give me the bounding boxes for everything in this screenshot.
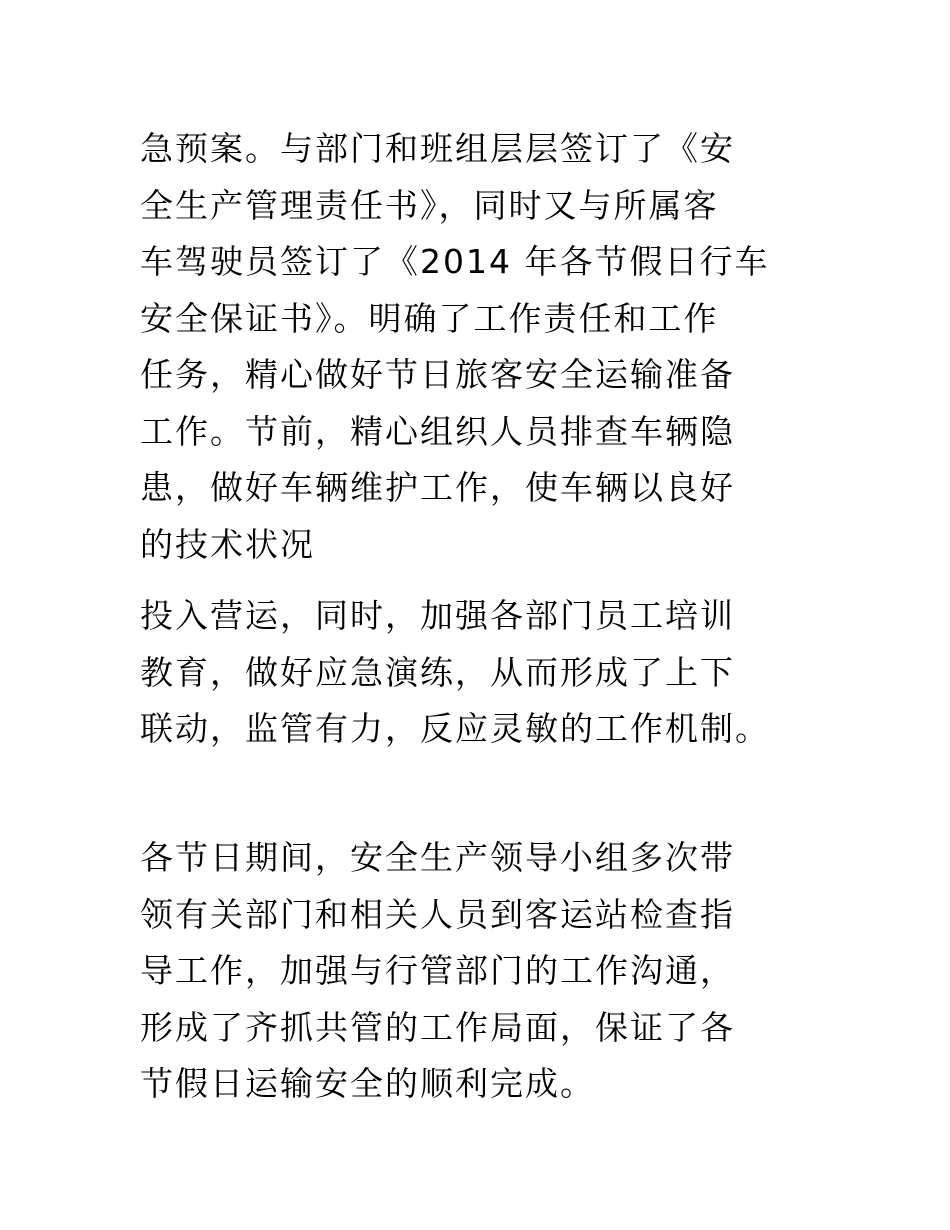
text-line: 安全保证书》。明确了工作责任和工作 <box>140 298 719 338</box>
paragraph-1 <box>140 121 769 573</box>
paragraph-2 <box>140 588 770 758</box>
text-line: 导工作，加强与行管部门的工作沟通， <box>140 951 735 990</box>
text-line: 全生产管理责任书》，同时又与所属客 <box>140 185 719 225</box>
text-line: 形成了齐抓共管的工作局面，保证了各 <box>140 1007 735 1047</box>
text-line: 联动，监管有力，反应灵敏的工作机制。 <box>140 709 770 748</box>
text-line: 各节日期间，安全生产领导小组多次带 <box>140 838 735 877</box>
text-line: 节假日运输安全的顺利完成。 <box>140 1064 595 1103</box>
text-line: 急预案。与部门和班组层层签订了《安 <box>140 129 735 168</box>
text-line: 患，做好车辆维护工作，使车辆以良好 <box>140 468 735 507</box>
text-line: 的技术状况 <box>140 524 315 564</box>
text-line: 投入营运，同时，加强各部门员工培训 <box>140 596 735 635</box>
text-line: 任务，精心做好节日旅客安全运输准备 <box>140 355 735 394</box>
text-line: 领有关部门和相关人员到客运站检查指 <box>140 894 735 934</box>
text-line: 工作。节前，精心组织人员排查车辆隐 <box>140 411 735 451</box>
paragraph-3 <box>140 830 735 1113</box>
text-line: 教育，做好应急演练，从而形成了上下 <box>140 652 735 692</box>
text-line: 车驾驶员签订了《2014 年各节假日行车 <box>140 242 770 281</box>
